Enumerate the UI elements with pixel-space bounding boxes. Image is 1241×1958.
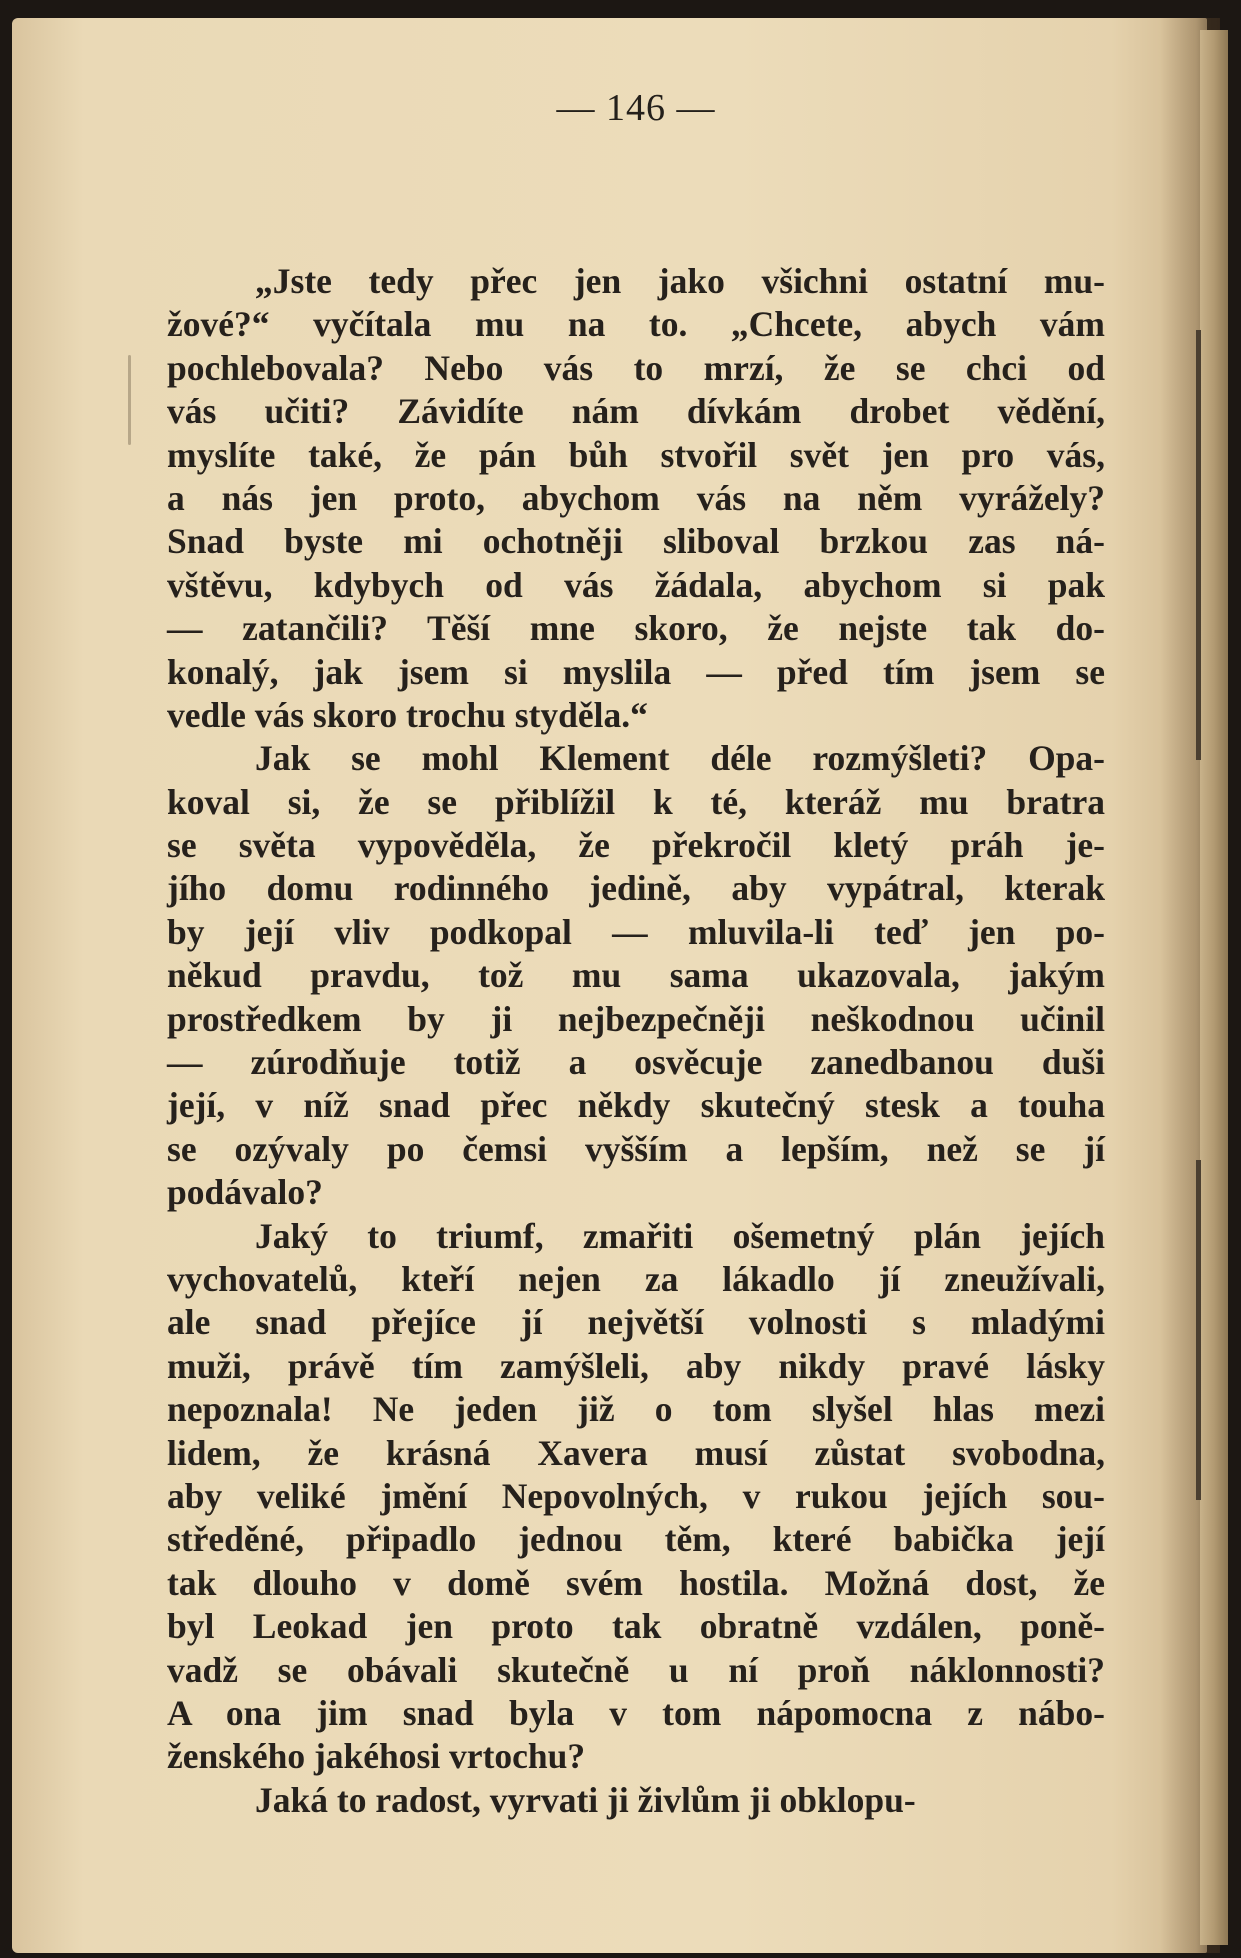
margin-bracket-lower [1196, 1160, 1201, 1500]
text-line: aby veliké jmění Nepovolných, v rukou jejích sou- [167, 1475, 1105, 1516]
text-line: A ona jim snad byla v tom nápomocna z nábo- [167, 1692, 1105, 1733]
text-line: vás učiti? Závidíte nám dívkám drobet vědění, [167, 391, 1105, 432]
text-line: jího domu rodinného jedině, aby vypátral, kterak [167, 868, 1105, 909]
text-line: nepoznala! Ne jeden již o tom slyšel hlas mezi [167, 1389, 1105, 1430]
text-line: se ozývaly po čemsi vyšším a lepším, než se jí [167, 1128, 1105, 1169]
text-line: Jaká to radost, vyrvati ji živlům ji obklopu- [255, 1779, 916, 1820]
text-line: žové?“ vyčítala mu na to. „Chcete, abych vám [167, 304, 1105, 345]
margin-mark [128, 355, 131, 445]
page-number: — 146 — [556, 87, 716, 129]
text-line: podávalo? [167, 1172, 323, 1213]
text-line: ženského jakéhosi vrtochu? [167, 1736, 586, 1777]
text-line: byl Leokad jen proto tak obratně vzdálen, poně- [167, 1606, 1105, 1647]
page-edge [1200, 30, 1228, 1945]
text-line: muži, právě tím zamýšleli, aby nikdy pravé lásky [167, 1345, 1105, 1386]
text-line: — zúrodňuje totiž a osvěcuje zanedbanou duši [167, 1042, 1105, 1083]
text-line: Snad byste mi ochotněji sliboval brzkou zas ná- [167, 521, 1105, 562]
text-line: vychovatelů, kteří nejen za lákadlo jí zneužívali, [167, 1258, 1105, 1299]
text-line: by její vliv podkopal — mluvila-li teď jen po- [167, 911, 1105, 952]
text-line: a nás jen proto, abychom vás na něm vyrážely? [167, 477, 1105, 518]
text-line: myslíte také, že pán bůh stvořil svět jen pro vás, [167, 434, 1105, 475]
text-block [167, 80, 1105, 1822]
text-line: ale snad přejíce jí největší volnosti s mladými [167, 1302, 1105, 1343]
text-line: Jak se mohl Klement déle rozmýšleti? Opa- [255, 738, 1105, 779]
text-line: „Jste tedy přec jen jako všichni ostatní mu- [255, 261, 1105, 301]
text-line: lidem, že krásná Xavera musí zůstat svobodna, [167, 1432, 1105, 1473]
body-text [167, 260, 1105, 1822]
text-line: konalý, jak jsem si myslila — před tím jsem se [167, 651, 1105, 692]
text-line: někud pravdu, tož mu sama ukazovala, jakým [167, 955, 1105, 996]
text-line: Jaký to triumf, zmařiti ošemetný plán jejích [255, 1215, 1105, 1256]
text-line: se světa vypověděla, že překročil kletý práh je- [167, 825, 1105, 866]
text-line: — zatančili? Těší mne skoro, že nejste tak do- [167, 608, 1105, 649]
margin-bracket-upper [1196, 330, 1201, 760]
text-line: prostředkem by ji nejbezpečněji neškodnou učinil [167, 998, 1105, 1039]
text-line: vadž se obávali skutečně u ní proň náklonnosti? [167, 1649, 1105, 1690]
text-line: tak dlouho v domě svém hostila. Možná dost, že [167, 1562, 1105, 1603]
text-line: pochlebovala? Nebo vás to mrzí, že se chci od [167, 347, 1105, 388]
text-line: středěné, připadlo jednou těm, které babička její [167, 1519, 1105, 1560]
text-line: vštěvu, kdybych od vás žádala, abychom si pak [167, 564, 1105, 605]
text-line: její, v níž snad přec někdy skutečný stesk a touha [167, 1085, 1105, 1126]
text-line: koval si, že se přiblížil k té, kteráž mu bratra [167, 781, 1105, 822]
text-line: vedle vás skoro trochu styděla.“ [167, 694, 648, 735]
